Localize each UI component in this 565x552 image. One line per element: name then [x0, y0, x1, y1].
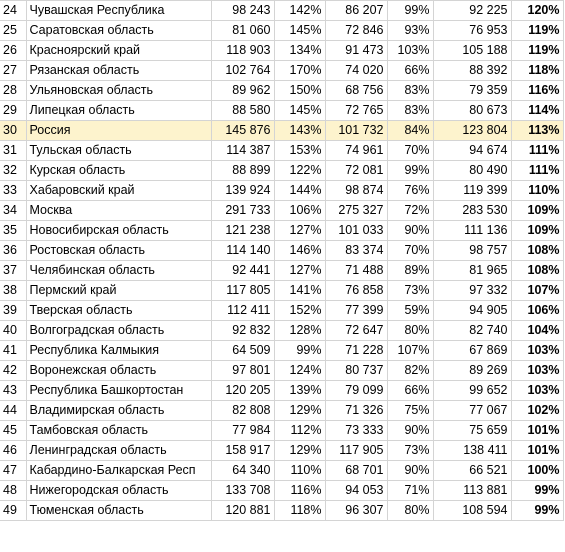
- percent-1-cell[interactable]: 153%: [274, 141, 325, 161]
- row-index-cell[interactable]: 37: [0, 261, 26, 281]
- value-1-cell[interactable]: 98 243: [211, 1, 274, 21]
- percent-2-cell[interactable]: 103%: [387, 41, 433, 61]
- percent-2-cell[interactable]: 66%: [387, 381, 433, 401]
- percent-3-cell[interactable]: 111%: [511, 161, 563, 181]
- region-name-cell[interactable]: Республика Калмыкия: [26, 341, 211, 361]
- value-2-cell[interactable]: 94 053: [325, 481, 387, 501]
- region-name-cell[interactable]: Пермский край: [26, 281, 211, 301]
- value-3-cell[interactable]: 99 652: [433, 381, 511, 401]
- percent-2-cell[interactable]: 73%: [387, 281, 433, 301]
- row-index-cell[interactable]: 30: [0, 121, 26, 141]
- row-index-cell[interactable]: 49: [0, 501, 26, 521]
- percent-3-cell[interactable]: 116%: [511, 81, 563, 101]
- row-index-cell[interactable]: 27: [0, 61, 26, 81]
- value-3-cell[interactable]: 123 804: [433, 121, 511, 141]
- table-row: [0, 321, 563, 341]
- value-3-cell[interactable]: 283 530: [433, 201, 511, 221]
- value-2-cell[interactable]: 83 374: [325, 241, 387, 261]
- value-1-cell[interactable]: 158 917: [211, 441, 274, 461]
- percent-1-cell[interactable]: 124%: [274, 361, 325, 381]
- table-row: [0, 301, 563, 321]
- percent-3-cell[interactable]: 101%: [511, 421, 563, 441]
- value-2-cell[interactable]: 91 473: [325, 41, 387, 61]
- region-name-cell[interactable]: Ленинградская область: [26, 441, 211, 461]
- percent-2-cell[interactable]: 90%: [387, 461, 433, 481]
- table-row: [0, 441, 563, 461]
- percent-1-cell[interactable]: 152%: [274, 301, 325, 321]
- percent-1-cell[interactable]: 145%: [274, 21, 325, 41]
- percent-1-cell[interactable]: 144%: [274, 181, 325, 201]
- value-2-cell[interactable]: 71 228: [325, 341, 387, 361]
- region-name-cell[interactable]: Нижегородская область: [26, 481, 211, 501]
- region-name-cell[interactable]: Новосибирская область: [26, 221, 211, 241]
- percent-1-cell[interactable]: 112%: [274, 421, 325, 441]
- percent-1-cell[interactable]: 116%: [274, 481, 325, 501]
- value-2-cell[interactable]: 80 737: [325, 361, 387, 381]
- row-index-cell[interactable]: 44: [0, 401, 26, 421]
- percent-3-cell[interactable]: 118%: [511, 61, 563, 81]
- value-2-cell[interactable]: 79 099: [325, 381, 387, 401]
- percent-1-cell[interactable]: 110%: [274, 461, 325, 481]
- percent-1-cell[interactable]: 142%: [274, 1, 325, 21]
- row-index-cell[interactable]: 43: [0, 381, 26, 401]
- percent-3-cell[interactable]: 110%: [511, 181, 563, 201]
- table-row: [0, 241, 563, 261]
- percent-3-cell[interactable]: 103%: [511, 341, 563, 361]
- value-3-cell[interactable]: 67 869: [433, 341, 511, 361]
- value-2-cell[interactable]: 72 647: [325, 321, 387, 341]
- percent-1-cell[interactable]: 127%: [274, 261, 325, 281]
- percent-2-cell[interactable]: 70%: [387, 141, 433, 161]
- value-3-cell[interactable]: 82 740: [433, 321, 511, 341]
- region-name-cell[interactable]: Республика Башкортостан: [26, 381, 211, 401]
- region-name-cell[interactable]: Россия: [26, 121, 211, 141]
- table-row: [0, 121, 563, 141]
- percent-2-cell[interactable]: 80%: [387, 321, 433, 341]
- row-index-cell[interactable]: 24: [0, 1, 26, 21]
- value-2-cell[interactable]: 101 033: [325, 221, 387, 241]
- table-row: [0, 381, 563, 401]
- percent-3-cell[interactable]: 103%: [511, 361, 563, 381]
- value-3-cell[interactable]: 88 392: [433, 61, 511, 81]
- region-name-cell[interactable]: Рязанская область: [26, 61, 211, 81]
- value-3-cell[interactable]: 81 965: [433, 261, 511, 281]
- percent-2-cell[interactable]: 99%: [387, 1, 433, 21]
- region-name-cell[interactable]: Курская область: [26, 161, 211, 181]
- row-index-cell[interactable]: 41: [0, 341, 26, 361]
- value-1-cell[interactable]: 102 764: [211, 61, 274, 81]
- region-name-cell[interactable]: Саратовская область: [26, 21, 211, 41]
- table-row: [0, 141, 563, 161]
- percent-2-cell[interactable]: 76%: [387, 181, 433, 201]
- percent-2-cell[interactable]: 90%: [387, 421, 433, 441]
- region-name-cell[interactable]: Москва: [26, 201, 211, 221]
- value-3-cell[interactable]: 98 757: [433, 241, 511, 261]
- row-index-cell[interactable]: 25: [0, 21, 26, 41]
- value-3-cell[interactable]: 77 067: [433, 401, 511, 421]
- percent-1-cell[interactable]: 170%: [274, 61, 325, 81]
- region-name-cell[interactable]: Кабардино-Балкарская Респ: [26, 461, 211, 481]
- percent-1-cell[interactable]: 134%: [274, 41, 325, 61]
- table-row: [0, 81, 563, 101]
- row-index-cell[interactable]: 28: [0, 81, 26, 101]
- percent-2-cell[interactable]: 93%: [387, 21, 433, 41]
- value-3-cell[interactable]: 105 188: [433, 41, 511, 61]
- region-name-cell[interactable]: Воронежская область: [26, 361, 211, 381]
- percent-3-cell[interactable]: 108%: [511, 241, 563, 261]
- region-name-cell[interactable]: Ростовская область: [26, 241, 211, 261]
- table-row: [0, 101, 563, 121]
- percent-3-cell[interactable]: 119%: [511, 41, 563, 61]
- row-index-cell[interactable]: 35: [0, 221, 26, 241]
- percent-3-cell[interactable]: 114%: [511, 101, 563, 121]
- percent-3-cell[interactable]: 108%: [511, 261, 563, 281]
- percent-3-cell[interactable]: 104%: [511, 321, 563, 341]
- region-name-cell[interactable]: Тюменская область: [26, 501, 211, 521]
- table-row: [0, 21, 563, 41]
- value-2-cell[interactable]: 76 858: [325, 281, 387, 301]
- table-row: [0, 501, 563, 521]
- row-index-cell[interactable]: 34: [0, 201, 26, 221]
- region-name-cell[interactable]: Тульская область: [26, 141, 211, 161]
- row-index-cell[interactable]: 38: [0, 281, 26, 301]
- value-3-cell[interactable]: 108 594: [433, 501, 511, 521]
- region-name-cell[interactable]: Липецкая область: [26, 101, 211, 121]
- value-2-cell[interactable]: 68 701: [325, 461, 387, 481]
- percent-3-cell[interactable]: 119%: [511, 21, 563, 41]
- value-2-cell[interactable]: 72 765: [325, 101, 387, 121]
- value-3-cell[interactable]: 80 673: [433, 101, 511, 121]
- value-1-cell[interactable]: 114 387: [211, 141, 274, 161]
- percent-2-cell[interactable]: 66%: [387, 61, 433, 81]
- value-3-cell[interactable]: 76 953: [433, 21, 511, 41]
- value-2-cell[interactable]: 86 207: [325, 1, 387, 21]
- percent-2-cell[interactable]: 90%: [387, 221, 433, 241]
- percent-3-cell[interactable]: 113%: [511, 121, 563, 141]
- percent-3-cell[interactable]: 100%: [511, 461, 563, 481]
- table-row: [0, 481, 563, 501]
- percent-1-cell[interactable]: 150%: [274, 81, 325, 101]
- percent-1-cell[interactable]: 118%: [274, 501, 325, 521]
- table-row: [0, 461, 563, 481]
- value-3-cell[interactable]: 138 411: [433, 441, 511, 461]
- percent-1-cell[interactable]: 139%: [274, 381, 325, 401]
- percent-3-cell[interactable]: 106%: [511, 301, 563, 321]
- percent-1-cell[interactable]: 129%: [274, 441, 325, 461]
- percent-2-cell[interactable]: 59%: [387, 301, 433, 321]
- row-index-cell[interactable]: 46: [0, 441, 26, 461]
- percent-3-cell[interactable]: 120%: [511, 1, 563, 21]
- value-1-cell[interactable]: 97 801: [211, 361, 274, 381]
- table-row: [0, 281, 563, 301]
- value-2-cell[interactable]: 98 874: [325, 181, 387, 201]
- row-index-cell[interactable]: 42: [0, 361, 26, 381]
- percent-2-cell[interactable]: 89%: [387, 261, 433, 281]
- value-1-cell[interactable]: 92 832: [211, 321, 274, 341]
- percent-2-cell[interactable]: 75%: [387, 401, 433, 421]
- percent-3-cell[interactable]: 101%: [511, 441, 563, 461]
- percent-1-cell[interactable]: 145%: [274, 101, 325, 121]
- value-3-cell[interactable]: 94 674: [433, 141, 511, 161]
- value-2-cell[interactable]: 68 756: [325, 81, 387, 101]
- percent-2-cell[interactable]: 73%: [387, 441, 433, 461]
- table-row: [0, 421, 563, 441]
- percent-3-cell[interactable]: 103%: [511, 381, 563, 401]
- percent-2-cell[interactable]: 70%: [387, 241, 433, 261]
- value-1-cell[interactable]: 89 962: [211, 81, 274, 101]
- value-1-cell[interactable]: 64 340: [211, 461, 274, 481]
- percent-1-cell[interactable]: 129%: [274, 401, 325, 421]
- percent-2-cell[interactable]: 71%: [387, 481, 433, 501]
- percent-2-cell[interactable]: 80%: [387, 501, 433, 521]
- value-1-cell[interactable]: 291 733: [211, 201, 274, 221]
- value-1-cell[interactable]: 64 509: [211, 341, 274, 361]
- percent-2-cell[interactable]: 82%: [387, 361, 433, 381]
- region-name-cell[interactable]: Хабаровский край: [26, 181, 211, 201]
- row-index-cell[interactable]: 29: [0, 101, 26, 121]
- value-1-cell[interactable]: 88 580: [211, 101, 274, 121]
- percent-1-cell[interactable]: 106%: [274, 201, 325, 221]
- region-name-cell[interactable]: Чувашская Республика: [26, 1, 211, 21]
- percent-3-cell[interactable]: 111%: [511, 141, 563, 161]
- table-row: [0, 341, 563, 361]
- value-3-cell[interactable]: 92 225: [433, 1, 511, 21]
- table-row: [0, 181, 563, 201]
- percent-3-cell[interactable]: 109%: [511, 221, 563, 241]
- row-index-cell[interactable]: 40: [0, 321, 26, 341]
- value-3-cell[interactable]: 113 881: [433, 481, 511, 501]
- value-2-cell[interactable]: 72 081: [325, 161, 387, 181]
- region-name-cell[interactable]: Тамбовская область: [26, 421, 211, 441]
- table-row: [0, 261, 563, 281]
- value-1-cell[interactable]: 92 441: [211, 261, 274, 281]
- value-2-cell[interactable]: 71 488: [325, 261, 387, 281]
- table-row: [0, 361, 563, 381]
- percent-1-cell[interactable]: 141%: [274, 281, 325, 301]
- row-index-cell[interactable]: 36: [0, 241, 26, 261]
- row-index-cell[interactable]: 32: [0, 161, 26, 181]
- percent-2-cell[interactable]: 83%: [387, 101, 433, 121]
- value-2-cell[interactable]: 275 327: [325, 201, 387, 221]
- value-1-cell[interactable]: 117 805: [211, 281, 274, 301]
- value-1-cell[interactable]: 118 903: [211, 41, 274, 61]
- value-3-cell[interactable]: 97 332: [433, 281, 511, 301]
- table-row: [0, 401, 563, 421]
- value-1-cell[interactable]: 121 238: [211, 221, 274, 241]
- value-2-cell[interactable]: 71 326: [325, 401, 387, 421]
- value-1-cell[interactable]: 77 984: [211, 421, 274, 441]
- value-2-cell[interactable]: 77 399: [325, 301, 387, 321]
- value-1-cell[interactable]: 139 924: [211, 181, 274, 201]
- value-2-cell[interactable]: 74 961: [325, 141, 387, 161]
- table-row: [0, 201, 563, 221]
- table-row: [0, 41, 563, 61]
- value-3-cell[interactable]: 79 359: [433, 81, 511, 101]
- table-row: [0, 1, 563, 21]
- value-3-cell[interactable]: 111 136: [433, 221, 511, 241]
- percent-3-cell[interactable]: 109%: [511, 201, 563, 221]
- percent-3-cell[interactable]: 99%: [511, 501, 563, 521]
- table-row: [0, 61, 563, 81]
- percent-3-cell[interactable]: 107%: [511, 281, 563, 301]
- value-3-cell[interactable]: 89 269: [433, 361, 511, 381]
- value-2-cell[interactable]: 117 905: [325, 441, 387, 461]
- percent-1-cell[interactable]: 143%: [274, 121, 325, 141]
- value-3-cell[interactable]: 66 521: [433, 461, 511, 481]
- percent-3-cell[interactable]: 99%: [511, 481, 563, 501]
- row-index-cell[interactable]: 48: [0, 481, 26, 501]
- value-2-cell[interactable]: 96 307: [325, 501, 387, 521]
- percent-1-cell[interactable]: 127%: [274, 221, 325, 241]
- region-name-cell[interactable]: Волгоградская область: [26, 321, 211, 341]
- value-1-cell[interactable]: 88 899: [211, 161, 274, 181]
- percent-2-cell[interactable]: 72%: [387, 201, 433, 221]
- value-3-cell[interactable]: 94 905: [433, 301, 511, 321]
- table-body: [0, 1, 563, 521]
- row-index-cell[interactable]: 39: [0, 301, 26, 321]
- region-name-cell[interactable]: Красноярский край: [26, 41, 211, 61]
- row-index-cell[interactable]: 33: [0, 181, 26, 201]
- value-3-cell[interactable]: 75 659: [433, 421, 511, 441]
- percent-1-cell[interactable]: 122%: [274, 161, 325, 181]
- value-2-cell[interactable]: 101 732: [325, 121, 387, 141]
- value-1-cell[interactable]: 114 140: [211, 241, 274, 261]
- row-index-cell[interactable]: 47: [0, 461, 26, 481]
- table-row: [0, 221, 563, 241]
- row-index-cell[interactable]: 26: [0, 41, 26, 61]
- region-name-cell[interactable]: Тверская область: [26, 301, 211, 321]
- region-name-cell[interactable]: Челябинская область: [26, 261, 211, 281]
- percent-2-cell[interactable]: 84%: [387, 121, 433, 141]
- percent-2-cell[interactable]: 107%: [387, 341, 433, 361]
- value-1-cell[interactable]: 81 060: [211, 21, 274, 41]
- value-1-cell[interactable]: 133 708: [211, 481, 274, 501]
- value-2-cell[interactable]: 72 846: [325, 21, 387, 41]
- value-1-cell[interactable]: 82 808: [211, 401, 274, 421]
- value-1-cell[interactable]: 145 876: [211, 121, 274, 141]
- value-1-cell[interactable]: 120 881: [211, 501, 274, 521]
- row-index-cell[interactable]: 31: [0, 141, 26, 161]
- value-3-cell[interactable]: 80 490: [433, 161, 511, 181]
- region-name-cell[interactable]: Владимирская область: [26, 401, 211, 421]
- value-2-cell[interactable]: 73 333: [325, 421, 387, 441]
- percent-2-cell[interactable]: 83%: [387, 81, 433, 101]
- percent-1-cell[interactable]: 99%: [274, 341, 325, 361]
- row-index-cell[interactable]: 45: [0, 421, 26, 441]
- percent-2-cell[interactable]: 99%: [387, 161, 433, 181]
- table-row: [0, 161, 563, 181]
- percent-3-cell[interactable]: 102%: [511, 401, 563, 421]
- percent-1-cell[interactable]: 146%: [274, 241, 325, 261]
- value-1-cell[interactable]: 112 411: [211, 301, 274, 321]
- percent-1-cell[interactable]: 128%: [274, 321, 325, 341]
- value-1-cell[interactable]: 120 205: [211, 381, 274, 401]
- value-2-cell[interactable]: 74 020: [325, 61, 387, 81]
- region-name-cell[interactable]: Ульяновская область: [26, 81, 211, 101]
- value-3-cell[interactable]: 119 399: [433, 181, 511, 201]
